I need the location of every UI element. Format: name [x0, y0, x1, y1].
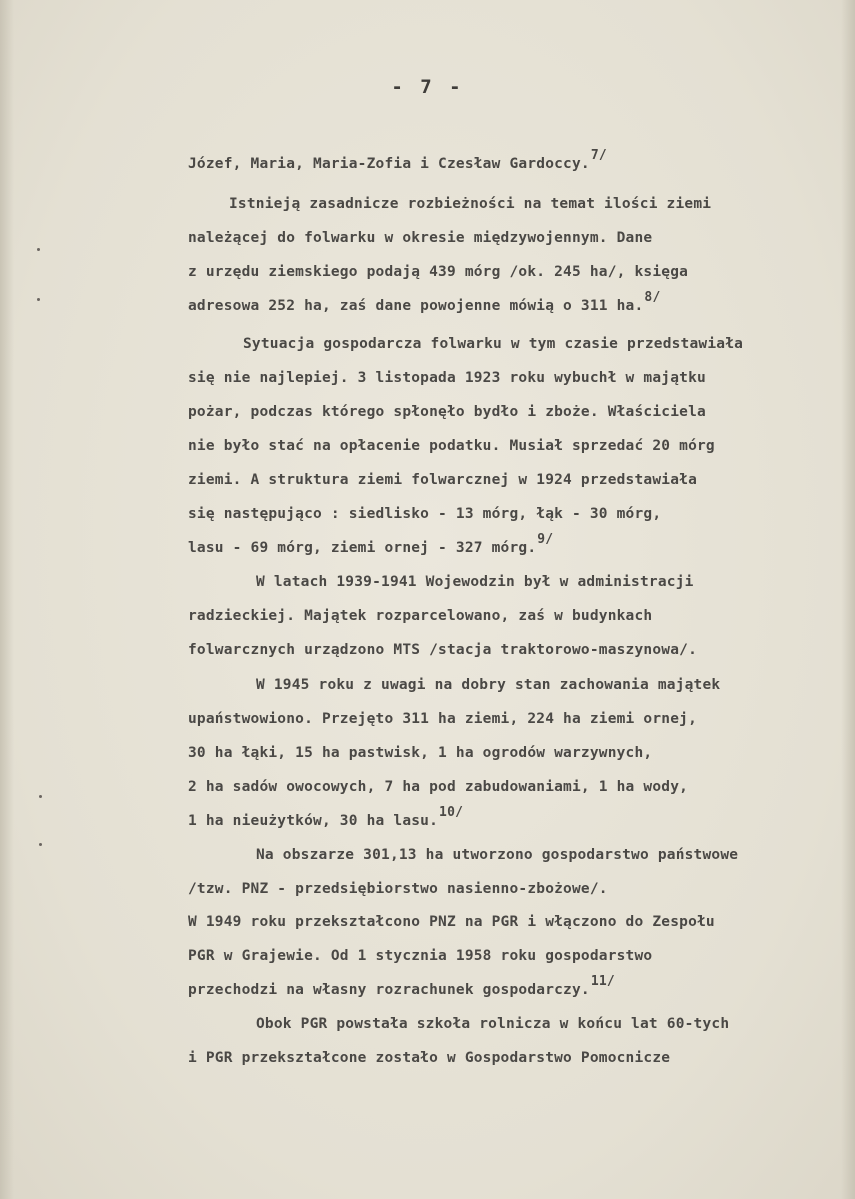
footnote-ref: 11/ — [590, 974, 615, 989]
line-text: ziemi. A struktura ziemi folwarcznej w 1924 przedstawiała — [188, 472, 697, 488]
text-line — [256, 677, 721, 693]
text-line — [188, 914, 716, 930]
line-text: pożar, podczas którego spłonęło bydło i zboże. Właściciela — [188, 404, 706, 420]
text-line — [188, 148, 607, 172]
line-text: Na obszarze 301,13 ha utworzono gospodarstwo państwowe — [256, 847, 739, 863]
line-text: upaństwowiono. Przejęto 311 ha ziemi, 224 ha ziemi ornej, — [188, 711, 697, 727]
line-text: się nie najlepiej. 3 listopada 1923 roku wybuchł w majątku — [188, 370, 706, 386]
punch-mark — [37, 248, 40, 251]
line-text: /tzw. PNZ - przedsiębiorstwo nasienno-zbożowe/. — [188, 881, 608, 897]
punch-mark — [39, 795, 42, 798]
page-number: - 7 - — [391, 76, 464, 98]
text-line — [188, 974, 615, 998]
text-line — [256, 1016, 730, 1032]
line-text: folwarcznych urządzono MTS /stacja traktorowo-maszynowa/. — [188, 642, 697, 658]
text-line — [188, 745, 653, 761]
punch-mark — [37, 298, 40, 301]
text-line — [188, 370, 707, 386]
text-line — [188, 438, 716, 454]
line-text: adresowa 252 ha, zaś dane powojenne mówią o 311 ha. — [188, 298, 644, 314]
line-text: Józef, Maria, Maria-Zofia i Czesław Gardoccy. — [188, 156, 590, 172]
line-text: PGR w Grajewie. Od 1 stycznia 1958 roku gospodarstwo — [188, 948, 653, 964]
text-line — [188, 290, 661, 314]
page-edge-shadow-left — [0, 0, 14, 1199]
line-text: 2 ha sadów owocowych, 7 ha pod zabudowaniami, 1 ha wody, — [188, 779, 689, 795]
text-line — [188, 472, 698, 488]
text-line — [188, 779, 689, 795]
text-line — [256, 574, 695, 590]
line-text: W 1945 roku z uwagi na dobry stan zachowania majątek — [256, 677, 721, 693]
line-text: 30 ha łąki, 15 ha pastwisk, 1 ha ogrodów warzywnych, — [188, 745, 653, 761]
line-text: radzieckiej. Majątek rozparcelowano, zaś w budynkach — [188, 608, 653, 624]
text-line — [188, 404, 707, 420]
line-text: się następująco : siedlisko - 13 mórg, łąk - 30 mórg, — [188, 506, 662, 522]
text-line — [229, 196, 712, 212]
text-line — [188, 805, 464, 829]
line-text: W latach 1939-1941 Wojewodzin był w administracji — [256, 574, 694, 590]
line-text: lasu - 69 mórg, ziemi ornej - 327 mórg. — [188, 540, 537, 556]
text-line — [188, 608, 653, 624]
line-text: i PGR przekształcone zostało w Gospodarstwo Pomocnicze — [188, 1050, 671, 1066]
footnote-ref: 9/ — [537, 532, 554, 547]
line-text: z urzędu ziemskiego podają 439 mórg /ok. 245 ha/, księga — [188, 264, 689, 280]
line-text: należącej do folwarku w okresie międzywojennym. Dane — [188, 230, 653, 246]
line-text: nie było stać na opłacenie podatku. Musiał sprzedać 20 mórg — [188, 438, 715, 454]
text-line — [188, 264, 689, 280]
footnote-ref: 10/ — [439, 805, 464, 820]
footnote-ref: 8/ — [644, 290, 661, 305]
text-line — [188, 948, 653, 964]
text-line — [256, 847, 739, 863]
text-line — [188, 711, 698, 727]
text-line — [188, 642, 698, 658]
text-line — [188, 881, 609, 897]
footnote-ref: 7/ — [590, 148, 607, 163]
line-text: Obok PGR powstała szkoła rolnicza w końcu lat 60-tych — [256, 1016, 730, 1032]
line-text: przechodzi na własny rozrachunek gospodarczy. — [188, 982, 590, 998]
text-line — [188, 230, 653, 246]
line-text: W 1949 roku przekształcono PNZ na PGR i włączono do Zespołu — [188, 914, 715, 930]
line-text: Sytuacja gospodarcza folwarku w tym czasie przedstawiała — [243, 336, 744, 352]
text-line — [188, 1050, 671, 1066]
page-edge-shadow-right — [841, 0, 855, 1199]
text-line — [188, 532, 554, 556]
text-line — [188, 506, 662, 522]
line-text: Istnieją zasadnicze rozbieżności na temat ilości ziemi — [229, 196, 712, 212]
punch-mark — [39, 843, 42, 846]
text-line — [243, 336, 744, 352]
line-text: 1 ha nieużytków, 30 ha lasu. — [188, 813, 439, 829]
